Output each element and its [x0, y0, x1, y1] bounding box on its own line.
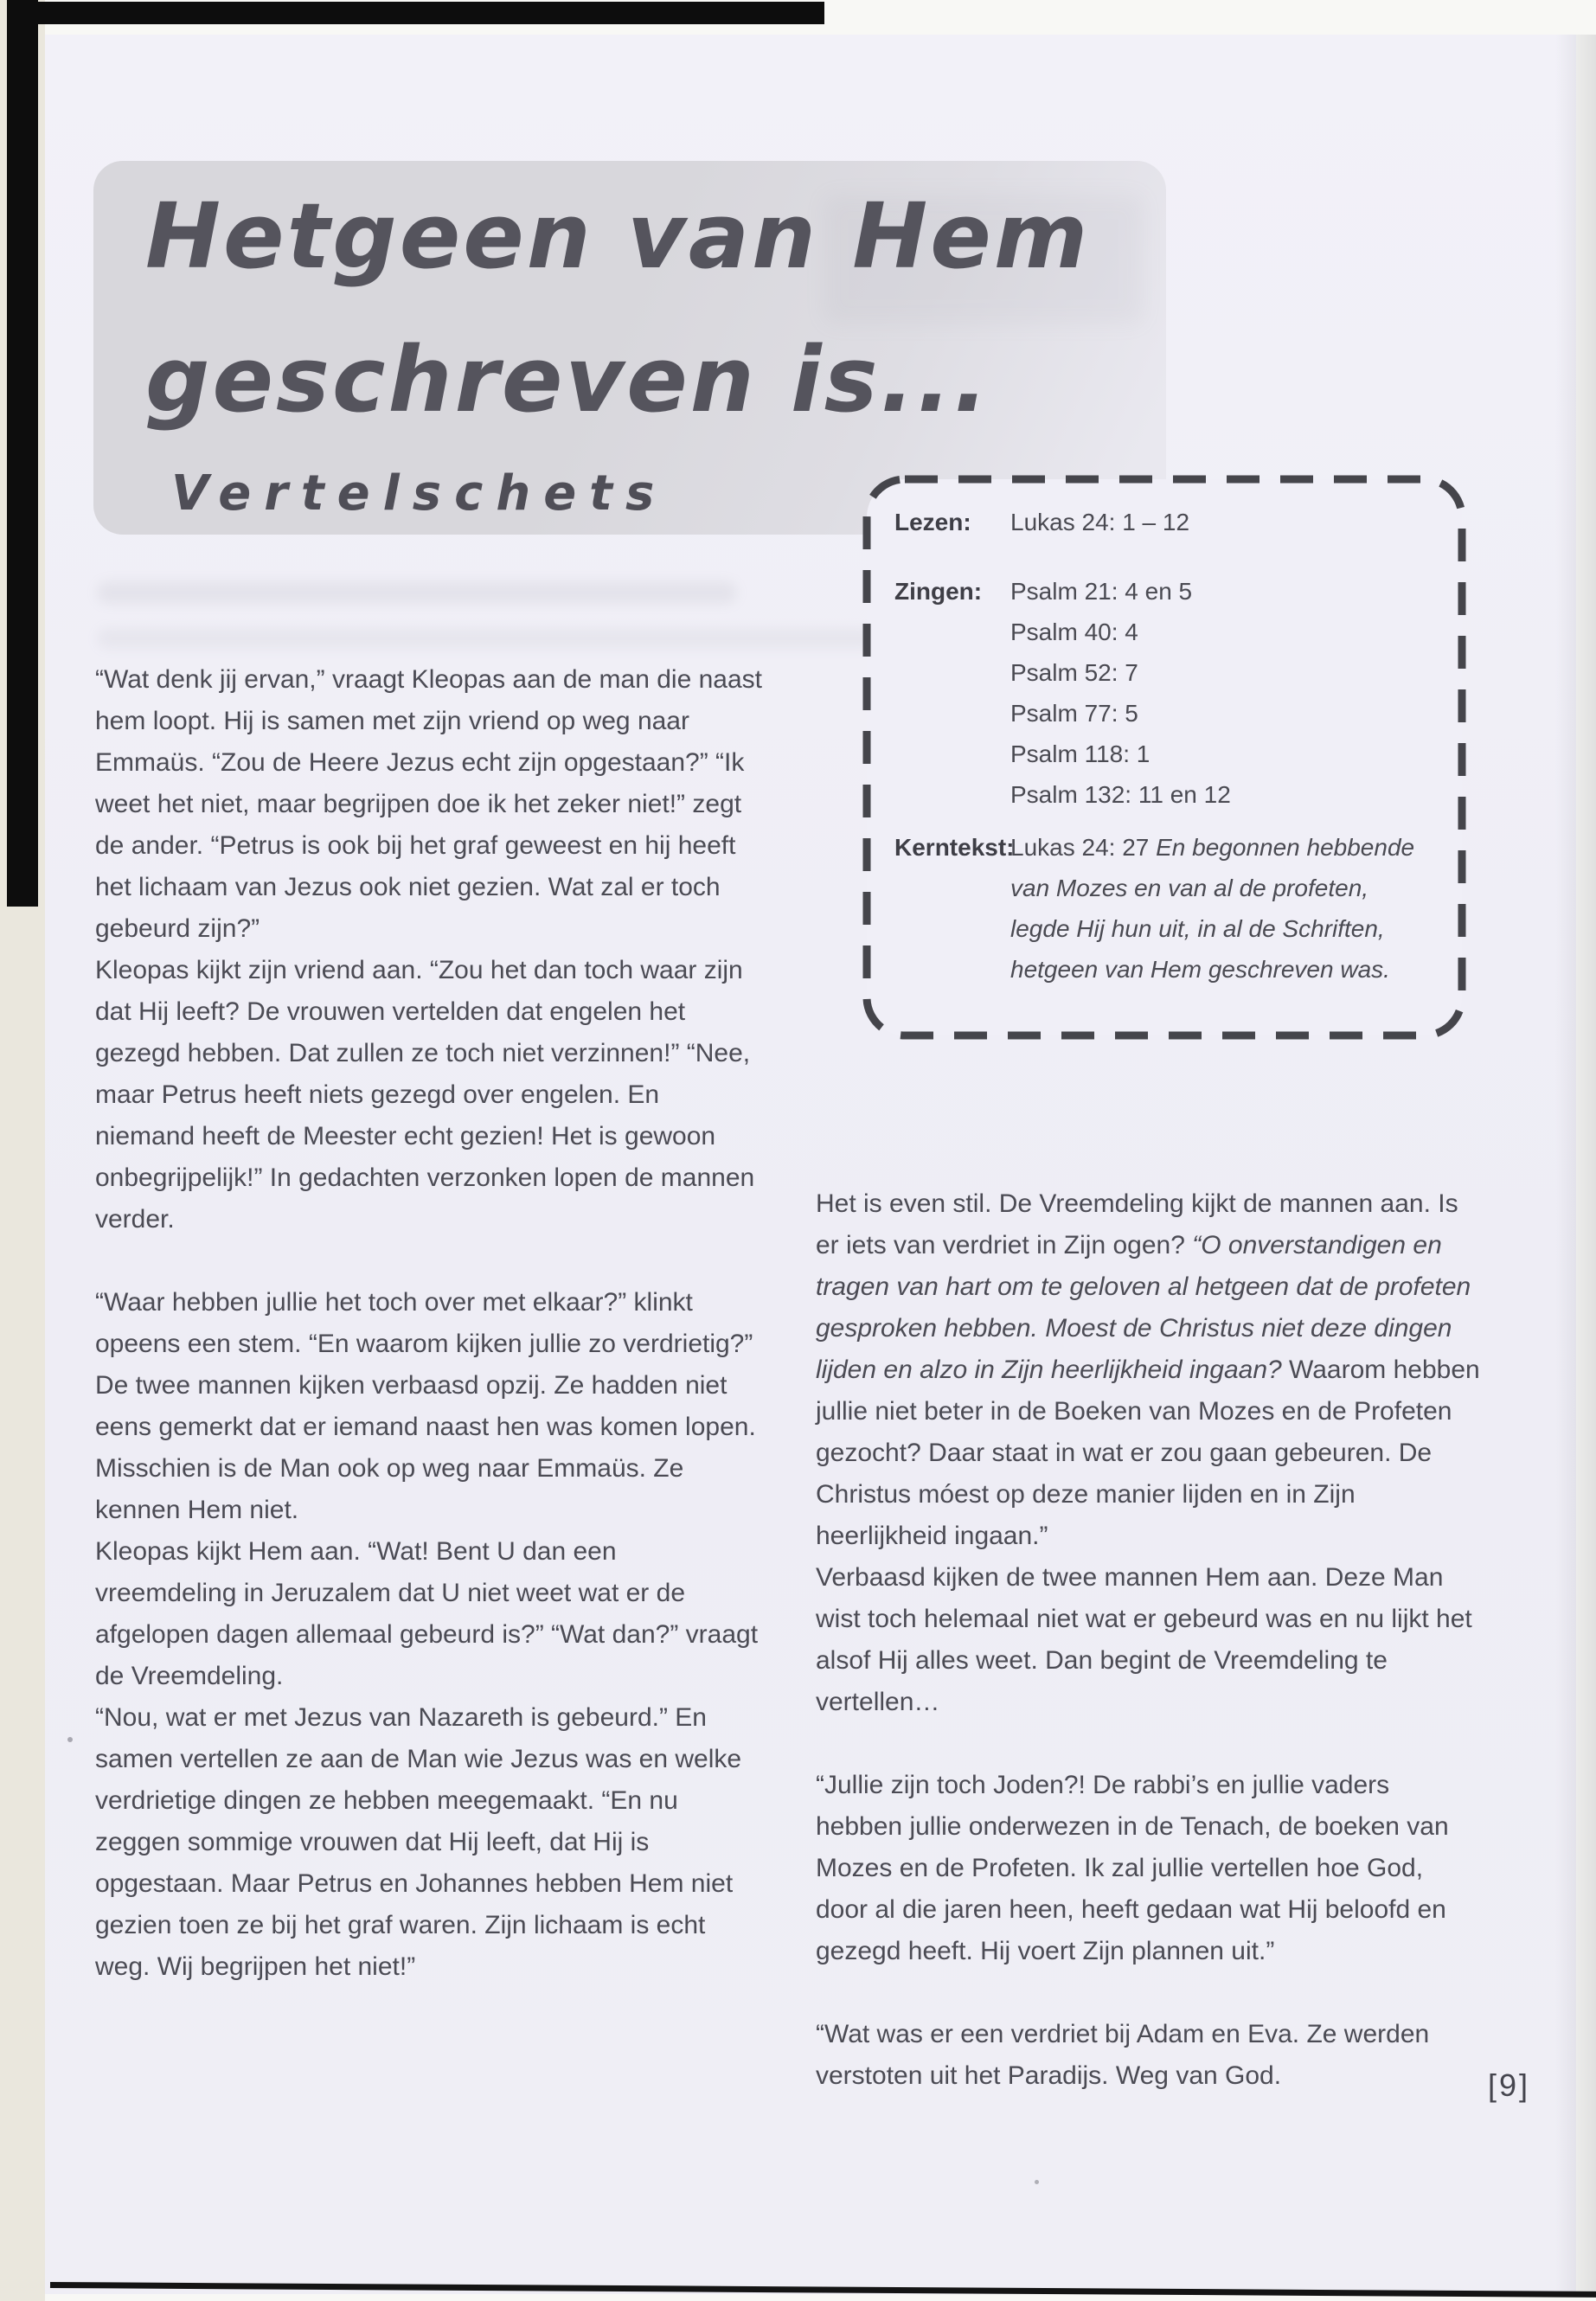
scan-black-bar-top: [7, 2, 824, 24]
story-paragraph: “Wat denk jij ervan,” vraagt Kleopas aan de man die naast hem loopt. Hij is samen met zijn vriend op weg naar Emmaüs. “Zou de Heere Jezus echt zijn opgestaan?” “Ik weet het niet, maar begrijpen doe ik het zeker niet!” zegt de ander. “Petrus is ook bij het graf geweest en hij heeft het lichaam van Jezus ook niet gezien. Wat zal er toch gebeurd zijn?”: [95, 665, 762, 943]
paragraph-lead: Het is even stil. De Vreemdeling kijkt de mannen aan. Is er iets van verdriet in Zijn ogen?: [816, 1189, 1458, 1259]
kerntekst-row: [862, 827, 1424, 990]
story-paragraph: [816, 1183, 1482, 1557]
zingen-label: Zingen:: [894, 578, 983, 605]
zingen-item: Psalm 21: 4 en 5: [1010, 578, 1193, 605]
kerntekst-text: [1010, 827, 1426, 990]
story-paragraph: Kleopas kijkt zijn vriend aan. “Zou het dan toch waar zijn dat Hij leeft? De vrouwen vertelden dat engelen het gezegd hebben. Dat zullen ze toch niet verzinnen!” “Nee, maar Petrus heeft niets gezegd over engelen. En niemand heeft de Meester echt gezien! Het is gewoon onbegrijpelijk!” In gedachten verzonken lopen de mannen verder.: [95, 956, 755, 1234]
page-title-line1: Hetgeen van Hem: [145, 183, 1091, 289]
story-paragraph: “Waar hebben jullie het toch over met elkaar?” klinkt opeens een stem. “En waarom kijken jullie zo verdrietig?” De twee mannen kijken verbaasd opzij. Ze hadden niet eens gemerkt dat er iemand naast hen was komen lopen. Misschien is de Man ook op weg naar Emmaüs. Ze kennen Hem niet.: [95, 1288, 756, 1524]
story-paragraph: “Jullie zijn toch Joden?! De rabbi’s en jullie vaders hebben jullie onderwezen in de Tenach, de boeken van Mozes en de Profeten. Ik zal jullie vertellen hoe God, door al die jaren heen, heeft gedaan wat Hij beloofd en gezegd heeft. Hij voert Zijn plannen uit.”: [816, 1771, 1449, 1965]
scripture-quote-italic: “O onverstandigen en tragen van hart om te geloven al hetgeen dat de profeten gesproken hebben. Moest de Christus niet deze dingen lijden en alzo in Zijn heerlijkheid ingaan?: [816, 1231, 1471, 1384]
page-number: [9]: [1488, 2067, 1531, 2103]
reading-info-box: [862, 474, 1467, 1041]
story-paragraph: “Wat was er een verdriet bij Adam en Eva. Ze werden verstoten uit het Paradijs. Weg van God.: [816, 2020, 1430, 2090]
story-paragraph: Kleopas kijkt Hem aan. “Wat! Bent U dan een vreemdeling in Jeruzalem dat U niet weet wat er de afgelopen dagen allemaal gebeurd is?” “Wat dan?” vraagt de Vreemdeling.: [95, 1537, 759, 1690]
lezen-label: Lezen:: [894, 509, 971, 535]
kerntekst-label: Kerntekst:: [894, 834, 1015, 861]
story-paragraph: Verbaasd kijken de twee mannen Hem aan. Deze Man wist toch helemaal niet wat er gebeurd was en nu lijkt het alsof Hij alles weet. Dan begint de Vreemdeling te vertellen…: [816, 1563, 1472, 1716]
zingen-item: Psalm 77: 5: [1010, 700, 1138, 727]
lezen-value: Lukas 24: 1 – 12: [1010, 509, 1190, 535]
zingen-item: Psalm 132: 11 en 12: [1010, 781, 1231, 808]
zingen-row: [862, 571, 1433, 815]
page-title-line2: geschreven is...: [145, 327, 991, 433]
ink-bleed-smudge: [97, 628, 875, 649]
page-subtitle: Vertelschets: [171, 465, 668, 522]
scan-dust-speck: [1035, 2180, 1039, 2184]
kerntekst-quote: En begonnen hebbende van Mozes en van al de profeten, legde Hij hun uit, in al de Schriften, hetgeen van Hem geschreven was.: [1010, 834, 1415, 983]
lezen-row: [862, 502, 1433, 542]
story-column-left: [95, 659, 763, 1988]
zingen-item: Psalm 40: 4: [1010, 619, 1138, 645]
kerntekst-reference: Lukas 24: 27: [1010, 834, 1157, 861]
paper-edge-shadow: [1555, 35, 1596, 2294]
zingen-item: Psalm 52: 7: [1010, 659, 1138, 686]
story-column-right: [816, 1183, 1482, 2097]
paragraph-rest: Waarom hebben jullie niet beter in de Boeken van Mozes en de Profeten gezocht? Daar staat in wat er zou gaan gebeuren. De Christus móest op deze manier lijden en in Zijn heerlijkheid ingaan.”: [816, 1356, 1480, 1550]
scan-black-bar-left: [7, 0, 38, 907]
ink-bleed-smudge: [97, 581, 737, 604]
scan-dust-speck: [67, 1737, 73, 1742]
zingen-item: Psalm 118: 1: [1010, 740, 1151, 767]
story-paragraph: “Nou, wat er met Jezus van Nazareth is gebeurd.” En samen vertellen ze aan de Man wie Jezus was en welke verdrietige dingen ze hebben meegemaakt. “En nu zeggen sommige vrouwen dat Hij leeft, dat Hij is opgestaan. Maar Petrus en Johannes hebben Hem niet gezien toen ze bij het graf waren. Zijn lichaam is echt weg. Wij begrijpen het niet!”: [95, 1703, 742, 1981]
